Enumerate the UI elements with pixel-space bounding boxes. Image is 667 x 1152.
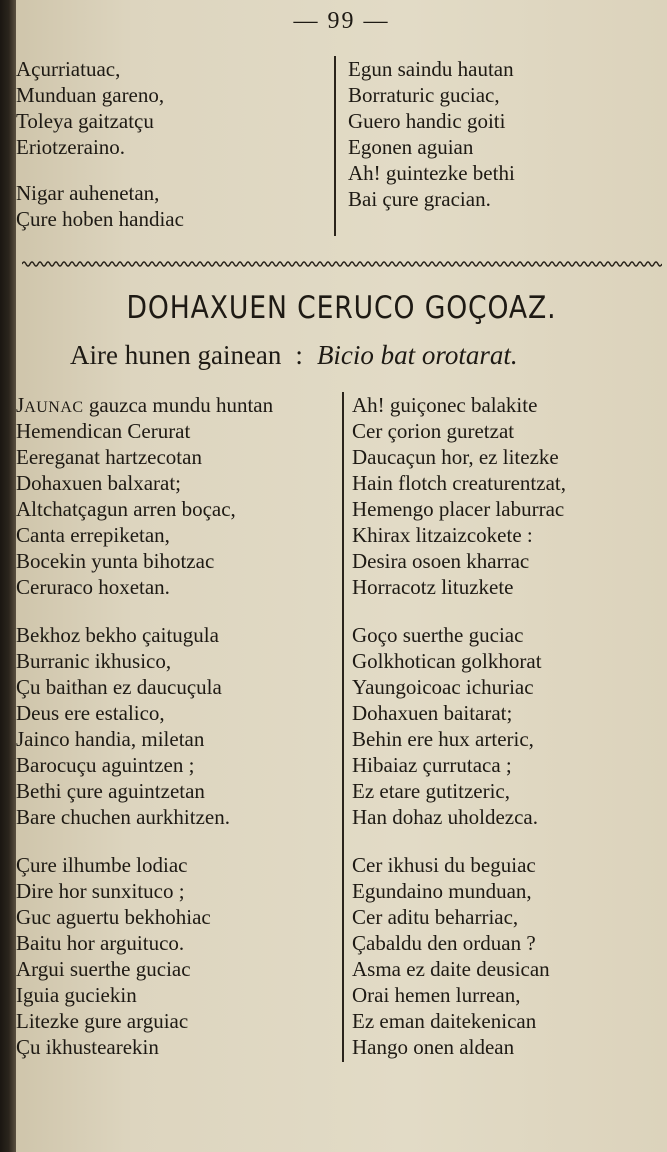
verse-line: Egundaino munduan, — [352, 879, 532, 903]
poem-title: DOHAXUEN CERUCO GOÇOAZ. — [126, 290, 557, 326]
verse-line: Açurriatuac, — [16, 57, 121, 81]
verse-line: Egun saindu hautan — [348, 57, 514, 81]
book-page — [16, 0, 667, 1152]
verse-line: Desira osoen kharrac — [352, 549, 530, 573]
verse-line: Egonen aguian — [348, 135, 474, 159]
tune-prefix: Aire hunen gainean — [70, 340, 282, 370]
verse-line: Baitu hor arguituco. — [16, 931, 185, 955]
verse-line: Golkhotican golkhorat — [352, 649, 542, 673]
verse-line: Hemengo placer laburrac — [352, 497, 565, 521]
right-column — [352, 392, 566, 1060]
verse-line: Ez eman daitekenican — [352, 1009, 537, 1033]
verse-line: Dohaxuen balxarat; — [16, 471, 182, 495]
verse-line: Dire hor sunxituco ; — [16, 879, 185, 903]
verse-line: Munduan gareno, — [16, 83, 165, 107]
left-column — [16, 392, 273, 1060]
verse-line: Asma ez daite deusican — [352, 957, 550, 981]
verse-line: Burranic ikhusico, — [16, 649, 172, 673]
verse-line: Bare chuchen aurkhitzen. — [16, 805, 230, 829]
verse-line: Daucaçun hor, ez litezke — [352, 445, 559, 469]
verse-line: Bekhoz bekho çaitugula — [16, 623, 219, 647]
verse-line: Orai hemen lurrean, — [352, 983, 521, 1007]
verse-line: Hibaiaz çurrutaca ; — [352, 753, 512, 777]
verse-line: Borraturic guciac, — [348, 83, 500, 107]
wavy-divider — [22, 258, 662, 270]
verse-line: Ah! guintezke bethi — [348, 161, 515, 185]
verse-line: Canta errepiketan, — [16, 523, 170, 547]
verse-line: Toleya gaitzatçu — [16, 109, 154, 133]
verse-line: Khirax litzaizcokete : — [352, 523, 533, 547]
tune-line — [70, 340, 518, 371]
first-word-caps: AUNAC — [24, 399, 84, 416]
verse-line: Bai çure gracian. — [348, 187, 491, 211]
verse-line: Litezke gure arguiac — [16, 1009, 189, 1033]
verse-line: Yaungoicoac ichuriac — [352, 675, 534, 699]
verse-line: Ez etare gutitzeric, — [352, 779, 510, 803]
verse-line: Altchatçagun arren boçac, — [16, 497, 236, 521]
verse-line-first — [16, 392, 273, 418]
verse-line: Ah! guiçonec balakite — [352, 393, 538, 417]
verse-line: Jainco handia, miletan — [16, 727, 205, 751]
tune-separator: : — [295, 340, 303, 370]
verse-line: Cer aditu beharriac, — [352, 905, 519, 929]
verse-line: Argui suerthe guciac — [16, 957, 191, 981]
verse-line: Behin ere hux arteric, — [352, 727, 534, 751]
verse-line: Bocekin yunta bihotzac — [16, 549, 215, 573]
column-divider-main — [342, 392, 344, 1062]
tune-name: Bicio bat orotarat. — [316, 340, 518, 370]
verse-line: Han dohaz uholdezca. — [352, 805, 538, 829]
verse-line: Hango onen aldean — [352, 1035, 515, 1059]
top-left-stanza — [16, 56, 184, 232]
column-divider-top — [334, 56, 336, 236]
book-spine — [0, 0, 16, 1152]
verse-line: Deus ere estalico, — [16, 701, 165, 725]
verse-line: Guero handic goiti — [348, 109, 506, 133]
verse-line: Çabaldu den orduan ? — [352, 931, 536, 955]
verse-line: Guc aguertu bekhohiac — [16, 905, 211, 929]
verse-line: Çure hoben handiac — [16, 207, 184, 231]
first-line-rest: gauzca mundu huntan — [83, 393, 274, 417]
verse-line: Nigar auhenetan, — [16, 181, 160, 205]
verse-line: Eereganat hartzecotan — [16, 445, 202, 469]
verse-line: Goço suerthe guciac — [352, 623, 524, 647]
verse-line: Horracotz lituzkete — [352, 575, 514, 599]
verse-line: Hemendican Cerurat — [16, 419, 191, 443]
verse-line: Çu baithan ez daucuçula — [16, 675, 222, 699]
verse-line: Çure ilhumbe lodiac — [16, 853, 188, 877]
verse-line: Ceruraco hoxetan. — [16, 575, 170, 599]
verse-line: Çu ikhustearekin — [16, 1035, 159, 1059]
page-number: — 99 — — [293, 8, 390, 34]
verse-line: Eriotzeraino. — [16, 135, 126, 159]
verse-line: Cer çorion guretzat — [352, 419, 515, 443]
verse-line: Dohaxuen baitarat; — [352, 701, 513, 725]
verse-line: Bethi çure aguintzetan — [16, 779, 205, 803]
verse-line: Cer ikhusi du beguiac — [352, 853, 536, 877]
verse-line: Iguia guciekin — [16, 983, 137, 1007]
verse-line: Barocuçu aguintzen ; — [16, 753, 195, 777]
top-right-stanza — [348, 56, 515, 212]
verse-line: Hain flotch creaturentzat, — [352, 471, 566, 495]
drop-word: J — [16, 393, 25, 417]
